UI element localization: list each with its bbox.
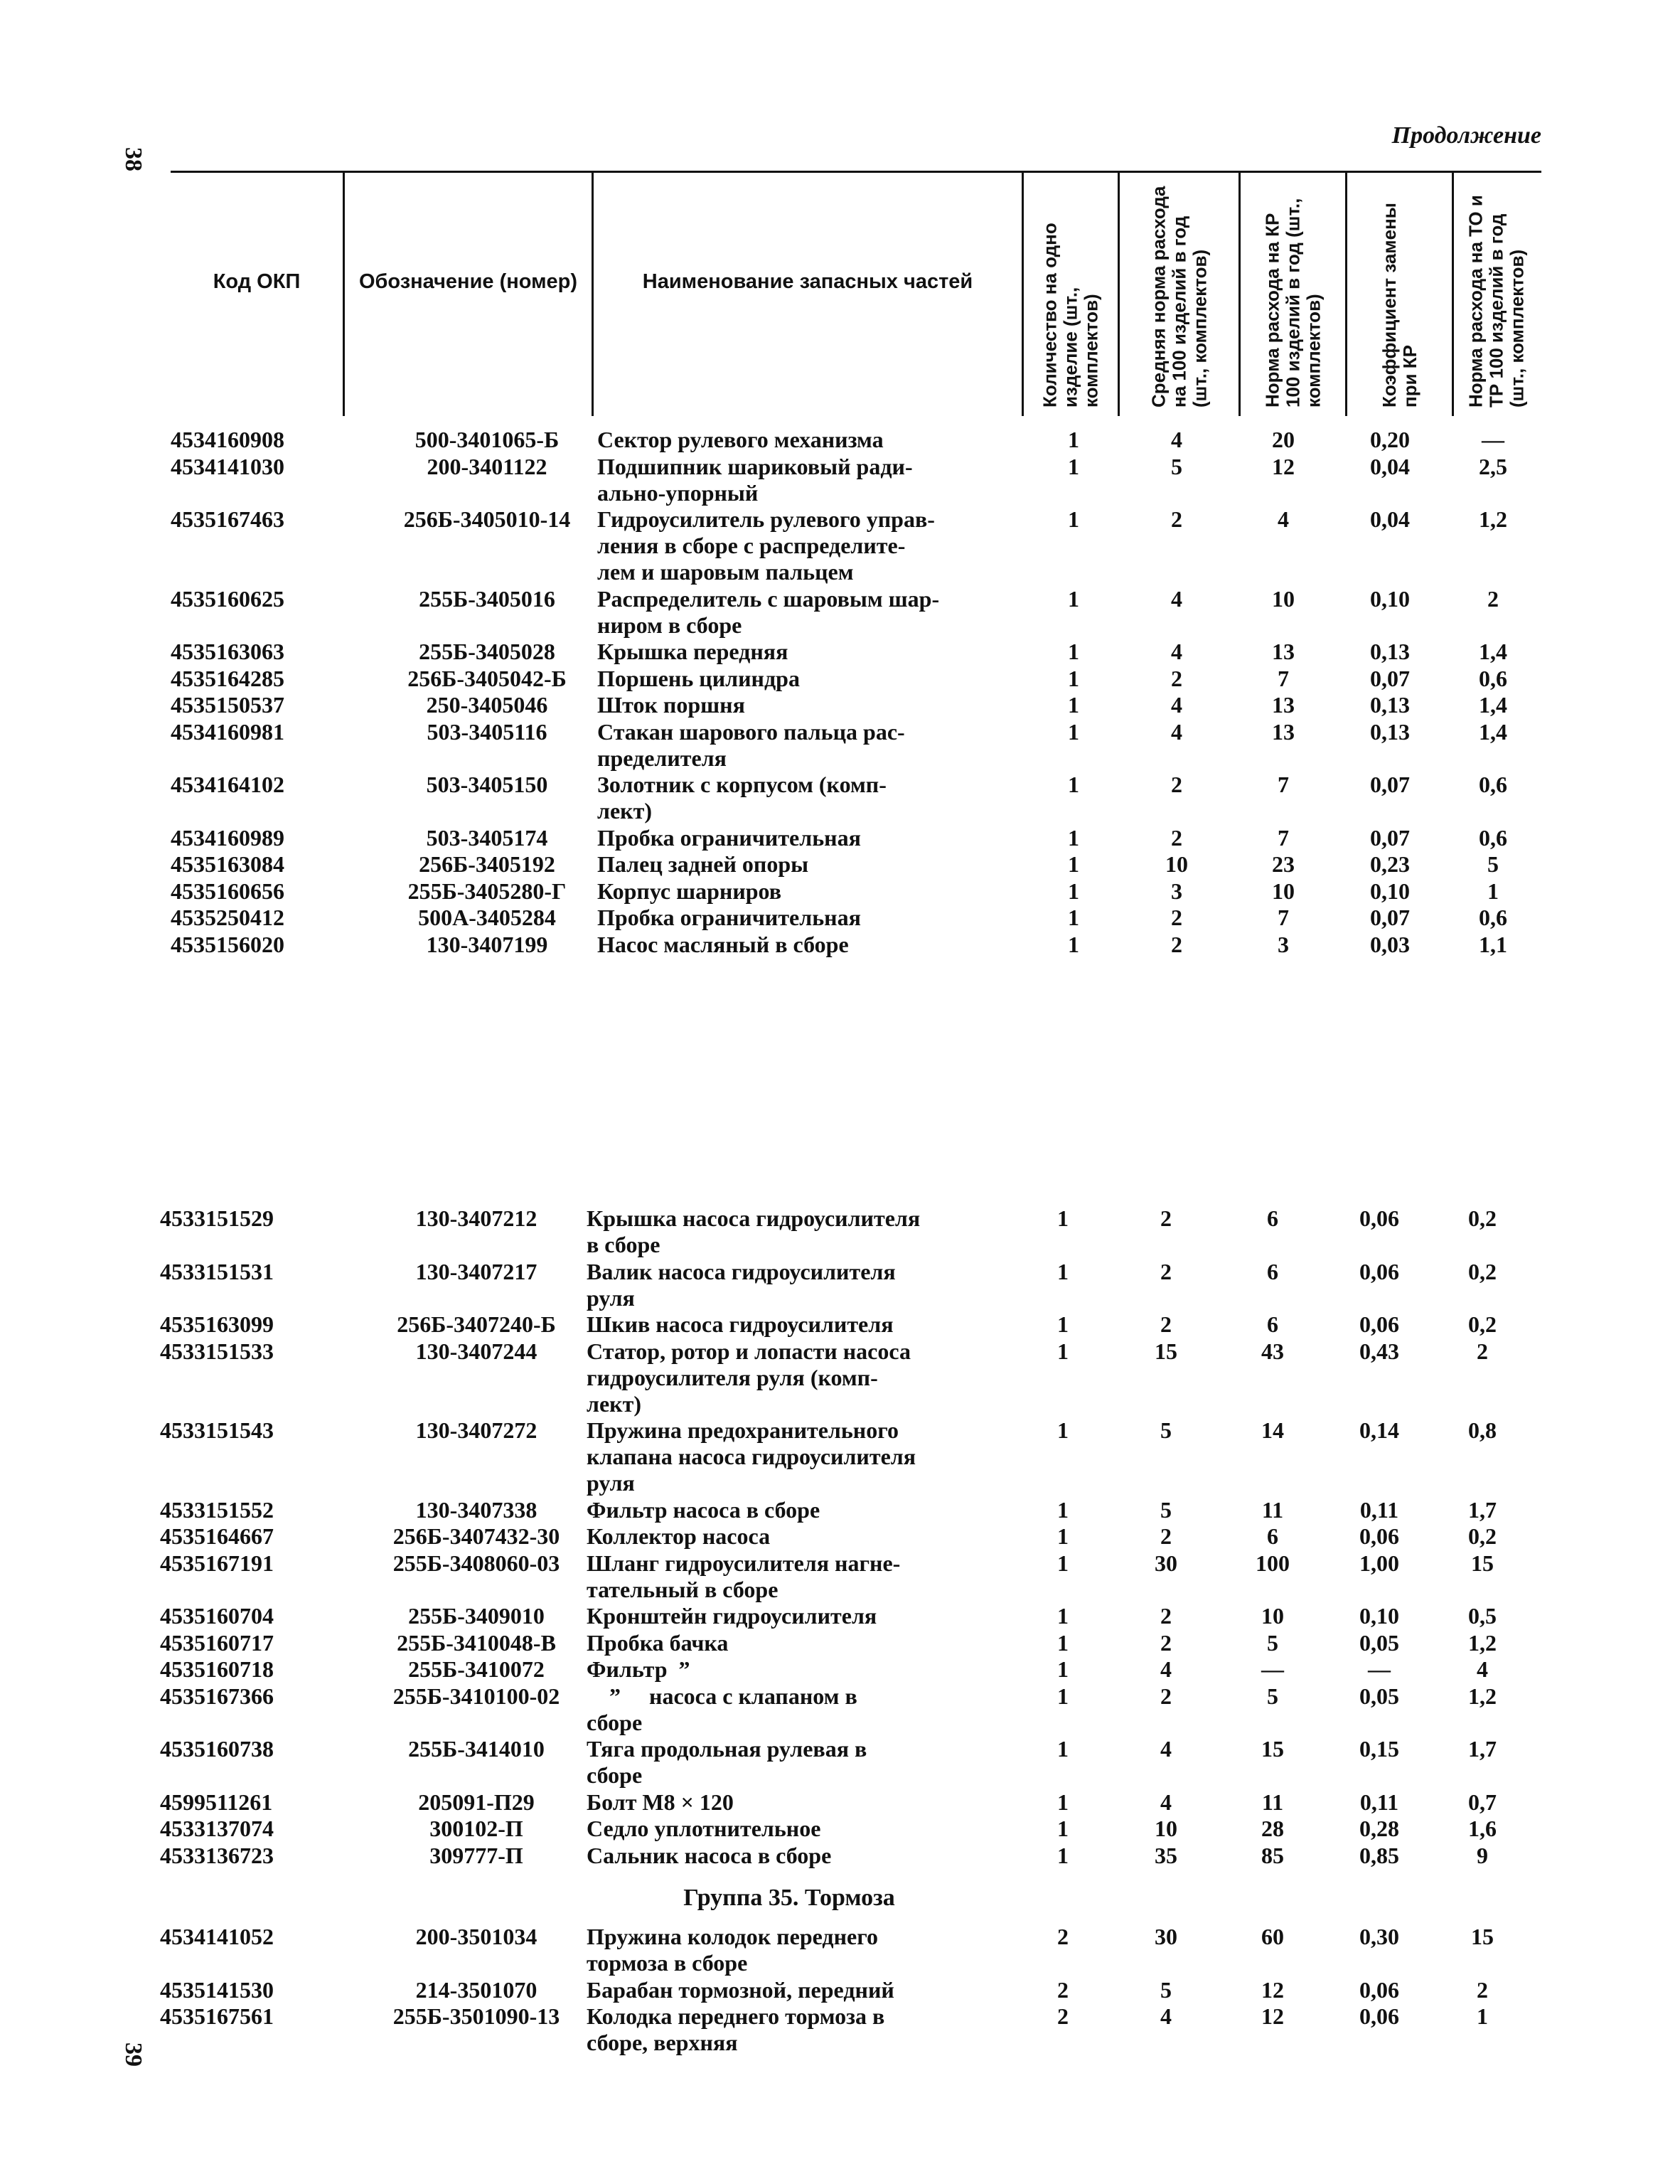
cell-kr-norm: 12 bbox=[1261, 2003, 1284, 2029]
cell-avg-norm: 4 bbox=[1171, 639, 1182, 664]
cell-code: 4535160718 bbox=[160, 1656, 274, 1682]
cell-kr-norm: 12 bbox=[1272, 453, 1295, 479]
cell-code: 4535164667 bbox=[160, 1523, 274, 1549]
cell-designation: 255Б-3405280-Г bbox=[407, 878, 567, 904]
cell-name: Статор, ротор и лопасти насоса гидроусилителя руля (комп- лект) bbox=[587, 1338, 911, 1417]
cell-avg-norm: 4 bbox=[1160, 1789, 1172, 1815]
cell-coef: 0,06 bbox=[1359, 1258, 1399, 1284]
cell-name: Золотник с корпусом (комп- лект) bbox=[597, 772, 887, 824]
cell-name: Валик насоса гидроусилителя руля bbox=[587, 1258, 896, 1311]
cell-designation: 130-3407272 bbox=[415, 1417, 537, 1443]
cell-designation: 503-3405150 bbox=[426, 772, 548, 797]
cell-to-norm: 1,1 bbox=[1479, 931, 1507, 957]
cell-qty: 1 bbox=[1068, 824, 1079, 851]
cell-name: Пробка ограничительная bbox=[597, 824, 861, 851]
cell-to-norm: 2 bbox=[1487, 585, 1499, 612]
cell-to-norm: 1,6 bbox=[1468, 1816, 1497, 1841]
cell-to-norm: 15 bbox=[1471, 1924, 1494, 1949]
cell-coef: 0,13 bbox=[1370, 692, 1410, 718]
cell-coef: 0,06 bbox=[1359, 1311, 1399, 1337]
cell-designation: 500-3401065-Б bbox=[414, 427, 560, 452]
cell-designation: 205091-П29 bbox=[418, 1789, 535, 1815]
cell-to-norm: 1,7 bbox=[1468, 1496, 1497, 1523]
cell-avg-norm: 30 bbox=[1155, 1924, 1177, 1949]
cell-coef: 0,10 bbox=[1359, 1603, 1399, 1629]
cell-name: Пробка бачка bbox=[587, 1629, 729, 1656]
cell-code: 4535141530 bbox=[160, 1976, 274, 2003]
cell-coef: 0,13 bbox=[1370, 639, 1410, 664]
cell-avg-norm: 5 bbox=[1160, 1976, 1172, 2003]
cell-avg-norm: 2 bbox=[1171, 665, 1182, 691]
cell-kr-norm: 13 bbox=[1272, 718, 1295, 745]
cell-kr-norm: 7 bbox=[1278, 665, 1289, 691]
cell-kr-norm: 5 bbox=[1267, 1629, 1278, 1656]
cell-kr-norm: 13 bbox=[1272, 639, 1295, 664]
cell-qty: 1 bbox=[1057, 1629, 1069, 1656]
cell-code: 4535160656 bbox=[171, 878, 284, 904]
cell-code: 4533151531 bbox=[160, 1258, 274, 1284]
cell-kr-norm: 12 bbox=[1261, 1976, 1284, 2003]
cell-avg-norm: 5 bbox=[1160, 1496, 1172, 1523]
cell-name: Фильтр насоса в сборе bbox=[587, 1496, 820, 1523]
cell-to-norm: 0,6 bbox=[1479, 824, 1507, 851]
cell-avg-norm: 2 bbox=[1160, 1523, 1172, 1549]
cell-avg-norm: 4 bbox=[1171, 585, 1182, 612]
header-name: Наименование запасных частей bbox=[594, 171, 1024, 416]
cell-name: Кронштейн гидроусилителя bbox=[587, 1603, 877, 1629]
cell-qty: 1 bbox=[1057, 1496, 1069, 1523]
cell-name: Колодка переднего тормоза в сборе, верхняя bbox=[587, 2003, 885, 2055]
cell-name: ” насоса с клапаном в сборе bbox=[587, 1683, 857, 1735]
cell-kr-norm: 15 bbox=[1261, 1736, 1284, 1762]
cell-coef: 0,06 bbox=[1359, 1976, 1399, 2003]
cell-coef: 0,06 bbox=[1359, 1523, 1399, 1549]
cell-to-norm: 1,4 bbox=[1479, 718, 1507, 745]
cell-designation: 500А-3405284 bbox=[418, 905, 556, 930]
cell-avg-norm: 2 bbox=[1160, 1683, 1172, 1709]
cell-qty: 1 bbox=[1068, 585, 1079, 612]
cell-designation: 300102-П bbox=[429, 1816, 523, 1841]
cell-coef: 0,06 bbox=[1359, 2003, 1399, 2029]
cell-coef: 0,05 bbox=[1359, 1629, 1399, 1656]
cell-name: Крышка передняя bbox=[597, 639, 788, 664]
cell-qty: 1 bbox=[1057, 1550, 1069, 1576]
cell-avg-norm: 2 bbox=[1171, 824, 1182, 851]
cell-kr-norm: 23 bbox=[1272, 851, 1295, 877]
cell-avg-norm: 4 bbox=[1160, 1736, 1172, 1762]
cell-coef: 0,07 bbox=[1370, 905, 1410, 930]
cell-coef: 0,28 bbox=[1359, 1816, 1399, 1841]
cell-qty: 1 bbox=[1057, 1683, 1069, 1709]
header-code: Код ОКП bbox=[171, 171, 345, 416]
cell-to-norm: 2,5 bbox=[1479, 453, 1507, 479]
cell-kr-norm: 28 bbox=[1261, 1816, 1284, 1841]
cell-avg-norm: 2 bbox=[1160, 1258, 1172, 1284]
cell-avg-norm: 35 bbox=[1155, 1842, 1177, 1868]
cell-designation: 200-3401122 bbox=[427, 453, 547, 479]
cell-designation: 256Б-3407240-Б bbox=[397, 1311, 556, 1337]
cell-kr-norm: 5 bbox=[1267, 1683, 1278, 1709]
cell-name: Сектор рулевого механизма bbox=[597, 427, 884, 452]
header-to-norm: Норма расхода на ТО и ТР 100 изделий в год (шт., комплектов) bbox=[1465, 195, 1528, 407]
cell-code: 4535163063 bbox=[171, 639, 284, 664]
cell-designation: 309777-П bbox=[429, 1842, 523, 1868]
cell-code: 4533151533 bbox=[160, 1338, 274, 1364]
cell-qty: 1 bbox=[1057, 1603, 1069, 1629]
page-number-top: 38 bbox=[120, 147, 146, 171]
cell-code: 4534141030 bbox=[171, 453, 284, 479]
cell-coef: 1,00 bbox=[1359, 1550, 1399, 1576]
cell-name: Крышка насоса гидроусилителя в сборе bbox=[587, 1205, 921, 1257]
cell-qty: 1 bbox=[1057, 1842, 1069, 1868]
continuation-label: Продолжение bbox=[1391, 122, 1541, 149]
cell-kr-norm: 7 bbox=[1278, 772, 1289, 797]
cell-name: Сальник насоса в сборе bbox=[587, 1842, 832, 1868]
cell-designation: 130-3407212 bbox=[415, 1205, 537, 1231]
cell-qty: 1 bbox=[1057, 1736, 1069, 1762]
cell-code: 4534160989 bbox=[171, 824, 284, 851]
cell-code: 4535156020 bbox=[171, 931, 284, 957]
cell-coef: 0,07 bbox=[1370, 665, 1410, 691]
cell-designation: 130-3407244 bbox=[415, 1338, 537, 1364]
cell-name: Поршень цилиндра bbox=[597, 665, 800, 691]
cell-to-norm: 1,4 bbox=[1479, 692, 1507, 718]
cell-qty: 1 bbox=[1068, 453, 1079, 479]
cell-qty: 1 bbox=[1068, 878, 1079, 904]
cell-code: 4533151543 bbox=[160, 1417, 274, 1443]
cell-code: 4535250412 bbox=[171, 905, 284, 930]
cell-qty: 1 bbox=[1068, 427, 1079, 452]
cell-coef: 0,30 bbox=[1359, 1924, 1399, 1949]
cell-kr-norm: — bbox=[1261, 1656, 1284, 1682]
cell-name: Шланг гидроусилителя нагне- тательный в сборе bbox=[587, 1550, 901, 1602]
header-coef: Коэффициент замены при КР bbox=[1347, 171, 1454, 416]
cell-code: 4533151552 bbox=[160, 1496, 274, 1523]
cell-name: Коллектор насоса bbox=[587, 1523, 771, 1549]
cell-coef: 0,11 bbox=[1359, 1496, 1399, 1523]
cell-qty: 1 bbox=[1057, 1523, 1069, 1549]
cell-coef: 0,10 bbox=[1370, 878, 1410, 904]
cell-designation: 255Б-3410048-В bbox=[397, 1629, 556, 1656]
cell-qty: 1 bbox=[1057, 1258, 1069, 1284]
cell-name: Стакан шарового пальца рас- пределителя bbox=[597, 718, 905, 771]
cell-coef: 0,07 bbox=[1370, 772, 1410, 797]
cell-coef: 0,05 bbox=[1359, 1683, 1399, 1709]
cell-designation: 256Б-3405192 bbox=[419, 851, 555, 877]
cell-name: Пробка ограничительная bbox=[597, 905, 861, 930]
cell-qty: 1 bbox=[1068, 772, 1079, 797]
cell-avg-norm: 4 bbox=[1160, 1656, 1172, 1682]
cell-kr-norm: 6 bbox=[1267, 1311, 1278, 1337]
cell-qty: 1 bbox=[1068, 692, 1079, 718]
cell-name: Палец задней опоры bbox=[597, 851, 809, 877]
cell-kr-norm: 10 bbox=[1272, 878, 1295, 904]
cell-designation: 255Б-3501090-13 bbox=[392, 2003, 560, 2029]
cell-avg-norm: 2 bbox=[1171, 905, 1182, 930]
cell-to-norm: 5 bbox=[1487, 851, 1499, 877]
cell-kr-norm: 85 bbox=[1261, 1842, 1284, 1868]
cell-avg-norm: 4 bbox=[1160, 2003, 1172, 2029]
cell-qty: 1 bbox=[1068, 718, 1079, 745]
cell-avg-norm: 2 bbox=[1160, 1205, 1172, 1231]
group-title: Группа 35. Тормоза bbox=[683, 1885, 895, 1911]
cell-code: 4533137074 bbox=[160, 1816, 274, 1841]
cell-kr-norm: 60 bbox=[1261, 1924, 1284, 1949]
cell-kr-norm: 10 bbox=[1272, 585, 1295, 612]
cell-avg-norm: 4 bbox=[1171, 692, 1182, 718]
cell-kr-norm: 6 bbox=[1267, 1258, 1278, 1284]
cell-to-norm: 1,2 bbox=[1468, 1629, 1497, 1656]
cell-qty: 1 bbox=[1068, 506, 1079, 532]
header-avg-norm: Средняя норма расхода на 100 изделий в год (шт., комплектов) bbox=[1120, 171, 1241, 416]
cell-to-norm: 0,2 bbox=[1468, 1523, 1497, 1549]
cell-code: 4535163099 bbox=[160, 1311, 274, 1337]
cell-coef: 0,03 bbox=[1370, 931, 1410, 957]
cell-qty: 1 bbox=[1057, 1205, 1069, 1231]
cell-to-norm: 0,2 bbox=[1468, 1258, 1497, 1284]
cell-avg-norm: 10 bbox=[1155, 1816, 1177, 1841]
cell-coef: 0,10 bbox=[1370, 585, 1410, 612]
cell-code: 4599511261 bbox=[160, 1789, 273, 1815]
cell-avg-norm: 5 bbox=[1160, 1417, 1172, 1443]
cell-avg-norm: 30 bbox=[1155, 1550, 1177, 1576]
cell-avg-norm: 2 bbox=[1171, 931, 1182, 957]
header-qty: Количество на одно изделие (шт., комплектов) bbox=[1024, 171, 1120, 416]
cell-qty: 1 bbox=[1068, 931, 1079, 957]
cell-to-norm: 9 bbox=[1477, 1842, 1488, 1868]
cell-to-norm: 0,8 bbox=[1468, 1417, 1497, 1443]
cell-code: 4535160704 bbox=[160, 1603, 274, 1629]
cell-designation: 200-3501034 bbox=[415, 1924, 537, 1949]
cell-coef: 0,04 bbox=[1370, 453, 1410, 479]
cell-to-norm: 4 bbox=[1477, 1656, 1488, 1682]
cell-avg-norm: 4 bbox=[1171, 427, 1182, 452]
cell-avg-norm: 2 bbox=[1160, 1603, 1172, 1629]
cell-code: 4535164285 bbox=[171, 665, 284, 691]
cell-to-norm: 1,7 bbox=[1468, 1736, 1497, 1762]
cell-designation: 255Б-3414010 bbox=[408, 1736, 545, 1762]
cell-kr-norm: 10 bbox=[1261, 1603, 1284, 1629]
cell-avg-norm: 2 bbox=[1171, 506, 1182, 532]
cell-designation: 214-3501070 bbox=[415, 1976, 537, 2003]
cell-kr-norm: 7 bbox=[1278, 824, 1289, 851]
cell-qty: 1 bbox=[1057, 1816, 1069, 1841]
cell-name: Седло уплотнительное bbox=[587, 1816, 821, 1841]
cell-kr-norm: 13 bbox=[1272, 692, 1295, 718]
cell-kr-norm: 11 bbox=[1261, 1496, 1284, 1523]
cell-name: Шкив насоса гидроусилителя bbox=[587, 1311, 894, 1337]
cell-coef: 0,20 bbox=[1370, 427, 1410, 452]
cell-qty: 2 bbox=[1057, 2003, 1069, 2029]
cell-coef: 0,15 bbox=[1359, 1736, 1399, 1762]
cell-coef: 0,43 bbox=[1359, 1338, 1399, 1364]
cell-name: Болт М8 × 120 bbox=[587, 1789, 734, 1815]
cell-designation: 255Б-3408060-03 bbox=[392, 1550, 560, 1576]
cell-code: 4535167561 bbox=[160, 2003, 274, 2029]
cell-coef: 0,23 bbox=[1370, 851, 1410, 877]
cell-code: 4533151529 bbox=[160, 1205, 274, 1231]
cell-designation: 255Б-3409010 bbox=[408, 1603, 545, 1629]
cell-kr-norm: 11 bbox=[1261, 1789, 1284, 1815]
cell-avg-norm: 10 bbox=[1165, 851, 1188, 877]
cell-kr-norm: 6 bbox=[1267, 1523, 1278, 1549]
cell-to-norm: 2 bbox=[1477, 1338, 1488, 1364]
cell-designation: 503-3405174 bbox=[426, 824, 548, 851]
cell-avg-norm: 15 bbox=[1155, 1338, 1177, 1364]
cell-to-norm: 0,2 bbox=[1468, 1205, 1497, 1231]
cell-name: Гидроусилитель рулевого управ- ления в сборе с распределите- лем и шаровым пальцем bbox=[597, 506, 935, 585]
cell-designation: 255Б-3405028 bbox=[419, 639, 555, 664]
cell-code: 4534164102 bbox=[171, 772, 284, 797]
cell-coef: 0,11 bbox=[1359, 1789, 1399, 1815]
cell-designation: 503-3405116 bbox=[427, 718, 547, 745]
cell-coef: 0,14 bbox=[1359, 1417, 1399, 1443]
cell-coef: 0,13 bbox=[1370, 718, 1410, 745]
cell-qty: 2 bbox=[1057, 1924, 1069, 1949]
cell-to-norm: 1 bbox=[1487, 878, 1499, 904]
cell-name: Пружина предохранительного клапана насоса гидроусилителя руля bbox=[587, 1417, 916, 1496]
cell-designation: 256Б-3405042-Б bbox=[407, 665, 567, 691]
cell-name: Барабан тормозной, передний bbox=[587, 1976, 894, 2003]
cell-qty: 1 bbox=[1057, 1417, 1069, 1443]
cell-to-norm: 15 bbox=[1471, 1550, 1494, 1576]
cell-designation: 130-3407217 bbox=[415, 1258, 537, 1284]
cell-kr-norm: 4 bbox=[1278, 506, 1289, 532]
cell-qty: 1 bbox=[1057, 1789, 1069, 1815]
cell-designation: 256Б-3405010-14 bbox=[403, 506, 571, 532]
cell-designation: 130-3407199 bbox=[426, 931, 548, 957]
cell-coef: — bbox=[1368, 1656, 1391, 1682]
cell-designation: 255Б-3410072 bbox=[408, 1656, 545, 1682]
cell-qty: 1 bbox=[1068, 665, 1079, 691]
cell-code: 4535167191 bbox=[160, 1550, 274, 1576]
cell-code: 4533136723 bbox=[160, 1842, 274, 1868]
cell-to-norm: 1,2 bbox=[1468, 1683, 1497, 1709]
cell-kr-norm: 7 bbox=[1278, 905, 1289, 930]
cell-to-norm: 1,2 bbox=[1479, 506, 1507, 532]
cell-kr-norm: 3 bbox=[1278, 931, 1289, 957]
cell-to-norm: 0,6 bbox=[1479, 905, 1507, 930]
cell-qty: 1 bbox=[1057, 1656, 1069, 1682]
cell-qty: 1 bbox=[1057, 1338, 1069, 1364]
cell-coef: 0,85 bbox=[1359, 1842, 1399, 1868]
cell-name: Тяга продольная рулевая в сборе bbox=[587, 1736, 867, 1788]
cell-avg-norm: 2 bbox=[1160, 1311, 1172, 1337]
cell-avg-norm: 3 bbox=[1171, 878, 1182, 904]
cell-code: 4535167463 bbox=[171, 506, 284, 532]
cell-name: Корпус шарниров bbox=[597, 878, 782, 904]
cell-code: 4535150537 bbox=[171, 692, 284, 718]
cell-name: Фильтр ” bbox=[587, 1656, 690, 1682]
cell-qty: 1 bbox=[1057, 1311, 1069, 1337]
cell-qty: 1 bbox=[1068, 851, 1079, 877]
cell-to-norm: 0,2 bbox=[1468, 1311, 1497, 1337]
cell-code: 4535163084 bbox=[171, 851, 284, 877]
header-kr-norm: Норма расхода на КР 100 изделий в год (шт., комплектов) bbox=[1241, 171, 1347, 416]
cell-avg-norm: 2 bbox=[1160, 1629, 1172, 1656]
cell-designation: 130-3407338 bbox=[415, 1496, 537, 1523]
cell-name: Насос масляный в сборе bbox=[597, 931, 849, 957]
header-designation: Обозначение (номер) bbox=[345, 171, 594, 416]
cell-kr-norm: 14 bbox=[1261, 1417, 1284, 1443]
cell-code: 4535167366 bbox=[160, 1683, 274, 1709]
cell-code: 4535160717 bbox=[160, 1629, 274, 1656]
cell-to-norm: — bbox=[1482, 427, 1504, 452]
cell-designation: 256Б-3407432-30 bbox=[392, 1523, 560, 1549]
cell-avg-norm: 2 bbox=[1171, 772, 1182, 797]
cell-to-norm: 2 bbox=[1477, 1976, 1488, 2003]
cell-coef: 0,06 bbox=[1359, 1205, 1399, 1231]
cell-to-norm: 0,6 bbox=[1479, 665, 1507, 691]
cell-kr-norm: 20 bbox=[1272, 427, 1295, 452]
cell-name: Пружина колодок переднего тормоза в сборе bbox=[587, 1924, 878, 1976]
page-number-bottom: 39 bbox=[120, 2042, 146, 2067]
cell-code: 4534160981 bbox=[171, 718, 284, 745]
cell-designation: 255Б-3410100-02 bbox=[392, 1683, 560, 1709]
cell-to-norm: 0,6 bbox=[1479, 772, 1507, 797]
cell-code: 4534141052 bbox=[160, 1924, 274, 1949]
cell-to-norm: 0,7 bbox=[1468, 1789, 1497, 1815]
cell-to-norm: 1,4 bbox=[1479, 639, 1507, 664]
cell-to-norm: 1 bbox=[1477, 2003, 1488, 2029]
cell-kr-norm: 6 bbox=[1267, 1205, 1278, 1231]
cell-name: Распределитель с шаровым шар- ниром в сборе bbox=[597, 585, 940, 638]
cell-code: 4535160738 bbox=[160, 1736, 274, 1762]
cell-kr-norm: 43 bbox=[1261, 1338, 1284, 1364]
cell-designation: 255Б-3405016 bbox=[419, 585, 555, 612]
cell-name: Подшипник шариковый ради- ально-упорный bbox=[597, 453, 913, 506]
cell-to-norm: 0,5 bbox=[1468, 1603, 1497, 1629]
cell-coef: 0,04 bbox=[1370, 506, 1410, 532]
cell-kr-norm: 100 bbox=[1256, 1550, 1290, 1576]
cell-qty: 1 bbox=[1068, 639, 1079, 664]
cell-designation: 250-3405046 bbox=[426, 692, 548, 718]
cell-qty: 1 bbox=[1068, 905, 1079, 930]
cell-coef: 0,07 bbox=[1370, 824, 1410, 851]
cell-avg-norm: 5 bbox=[1171, 453, 1182, 479]
cell-code: 4534160908 bbox=[171, 427, 284, 452]
cell-qty: 2 bbox=[1057, 1976, 1069, 2003]
cell-avg-norm: 4 bbox=[1171, 718, 1182, 745]
cell-code: 4535160625 bbox=[171, 585, 284, 612]
cell-name: Шток поршня bbox=[597, 692, 745, 718]
